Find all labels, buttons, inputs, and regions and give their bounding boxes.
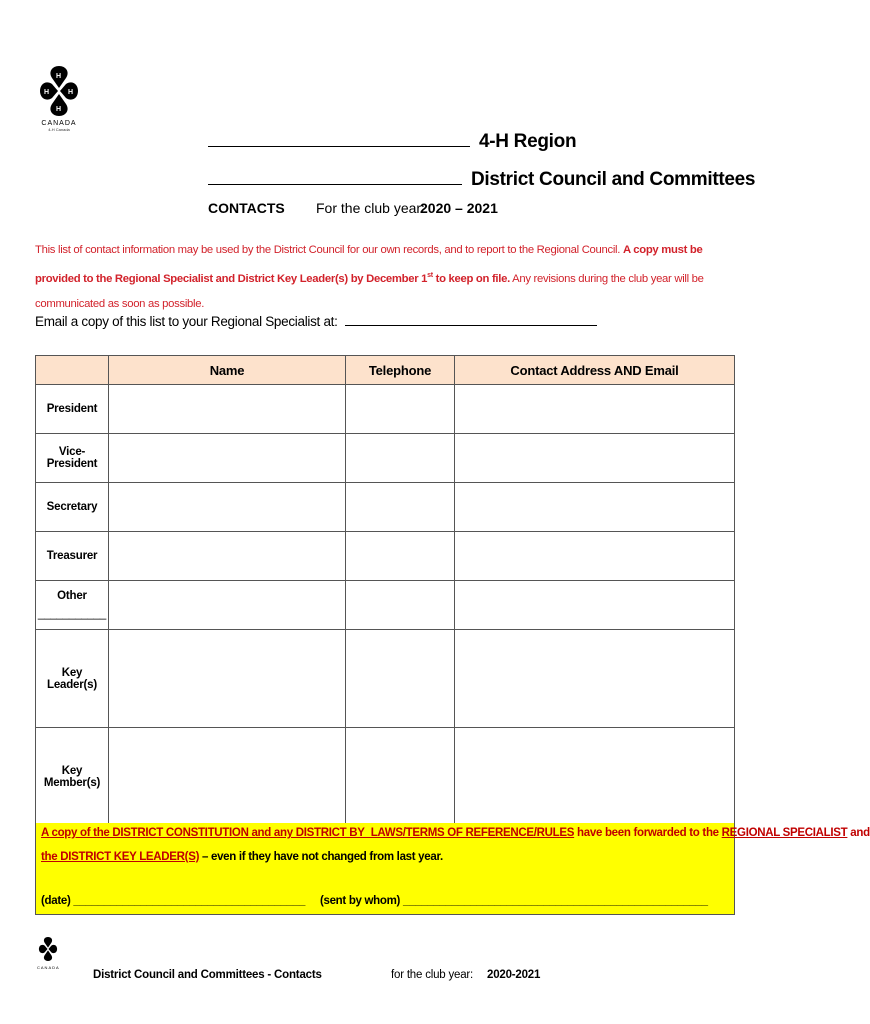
contact-cell[interactable] bbox=[455, 630, 735, 728]
role-other bbox=[36, 581, 109, 630]
date-label: (date) bbox=[41, 895, 74, 907]
sent-by-label: (sent by whom) bbox=[319, 895, 403, 907]
table-row bbox=[36, 483, 735, 532]
table-row bbox=[36, 434, 735, 483]
table-row bbox=[36, 385, 735, 434]
footer-title: District Council and Committees - Contacts bbox=[93, 969, 322, 981]
role-treasurer: Treasurer bbox=[36, 532, 109, 581]
svg-text:H: H bbox=[56, 106, 62, 113]
date-field[interactable]: ______________________________________ bbox=[73, 895, 306, 907]
role-secretary: Secretary bbox=[36, 483, 109, 532]
telephone-cell[interactable] bbox=[346, 630, 455, 728]
council-blank bbox=[208, 166, 462, 185]
sent-by-field[interactable]: __________________________________________________ bbox=[402, 895, 708, 907]
telephone-cell[interactable] bbox=[346, 385, 455, 434]
telephone-cell[interactable] bbox=[346, 728, 455, 826]
name-header: Name bbox=[109, 356, 346, 385]
table-row bbox=[36, 532, 735, 581]
contacts-label: CONTACTS bbox=[208, 200, 285, 216]
svg-text:H: H bbox=[56, 73, 62, 80]
name-cell[interactable] bbox=[109, 630, 346, 728]
telephone-cell[interactable] bbox=[346, 581, 455, 630]
clover-icon bbox=[37, 933, 59, 965]
intro-sup: st bbox=[427, 272, 433, 279]
email-prompt: Email a copy of this list to your Regional Specialist at: bbox=[35, 314, 338, 329]
name-cell[interactable] bbox=[109, 728, 346, 826]
role-header bbox=[36, 356, 109, 385]
table-row bbox=[36, 630, 735, 728]
notice-specialist: REGIONAL SPECIALIST bbox=[721, 827, 848, 839]
region-label: 4-H Region bbox=[478, 131, 577, 152]
name-cell[interactable] bbox=[109, 532, 346, 581]
table-header-row bbox=[36, 356, 735, 385]
svg-text:H: H bbox=[44, 89, 50, 96]
notice-unchanged: – even if they have not changed from last year. bbox=[199, 851, 443, 863]
contact-cell[interactable] bbox=[455, 434, 735, 483]
contact-cell[interactable] bbox=[455, 581, 735, 630]
footer-logo-caption: CANADA bbox=[37, 965, 60, 970]
footer-year-value: 2020-2021 bbox=[487, 969, 541, 981]
contact-cell[interactable] bbox=[455, 483, 735, 532]
notice-line-1 bbox=[41, 827, 870, 839]
role-vice-president: Vice-President bbox=[36, 434, 109, 483]
svg-text:H: H bbox=[68, 89, 74, 96]
council-heading bbox=[208, 166, 755, 191]
telephone-cell[interactable] bbox=[346, 434, 455, 483]
role-president: President bbox=[36, 385, 109, 434]
contact-header: Contact Address AND Email bbox=[455, 356, 735, 385]
intro-text-4: Any revisions during the club year will be communicated as soon as possible. bbox=[35, 272, 704, 310]
footer-logo bbox=[37, 933, 59, 970]
logo-subcaption: 4-H Canada bbox=[48, 127, 70, 132]
logo-caption: CANADA bbox=[41, 120, 77, 127]
notice-docs: A copy of the DISTRICT CONSTITUTION and any DISTRICT BY_LAWS/TERMS OF REFERENCE/RULES bbox=[41, 827, 575, 839]
club-year-value: 2020 – 2021 bbox=[420, 200, 498, 216]
telephone-header: Telephone bbox=[346, 356, 455, 385]
role-other-blank[interactable]: ___________ bbox=[37, 608, 107, 620]
four-h-logo bbox=[36, 62, 82, 132]
intro-text-3: to keep on file. bbox=[432, 272, 510, 285]
constitution-notice bbox=[35, 823, 870, 915]
telephone-cell[interactable] bbox=[346, 532, 455, 581]
role-key-members: Key Member(s) bbox=[36, 728, 109, 826]
contact-cell[interactable] bbox=[455, 532, 735, 581]
name-cell[interactable] bbox=[109, 483, 346, 532]
intro-text-1: This list of contact information may be used by the District Council for our own records, and to report to the Regional Council. bbox=[35, 244, 623, 256]
contact-cell[interactable] bbox=[455, 385, 735, 434]
role-other-label: Other bbox=[57, 590, 87, 602]
notice-line-3 bbox=[41, 895, 708, 907]
notice-and: and bbox=[847, 827, 870, 839]
table-row bbox=[36, 728, 735, 826]
intro-text-2: A copy must be provided to the Regional Specialist and District Key Leader(s) by December 1 bbox=[35, 244, 703, 285]
notice-key-leader: the DISTRICT KEY LEADER(S) bbox=[41, 851, 200, 863]
contacts-table bbox=[35, 355, 735, 826]
council-label: District Council and Committees bbox=[470, 169, 756, 190]
telephone-cell[interactable] bbox=[346, 483, 455, 532]
name-cell[interactable] bbox=[109, 434, 346, 483]
region-blank bbox=[208, 128, 470, 147]
region-heading bbox=[208, 128, 576, 153]
name-cell[interactable] bbox=[109, 581, 346, 630]
role-key-leaders: Key Leader(s) bbox=[36, 630, 109, 728]
footer-year-label: for the club year: bbox=[391, 969, 474, 981]
clover-icon bbox=[36, 62, 82, 120]
email-blank[interactable] bbox=[345, 311, 597, 326]
table-row bbox=[36, 581, 735, 630]
name-cell[interactable] bbox=[109, 385, 346, 434]
email-prompt-row bbox=[35, 311, 597, 329]
notice-forwarded: have been forwarded to the bbox=[574, 827, 722, 839]
club-year-label: For the club year: bbox=[316, 200, 425, 216]
intro-paragraph bbox=[35, 238, 735, 317]
contact-cell[interactable] bbox=[455, 728, 735, 826]
notice-line-2 bbox=[41, 851, 443, 863]
